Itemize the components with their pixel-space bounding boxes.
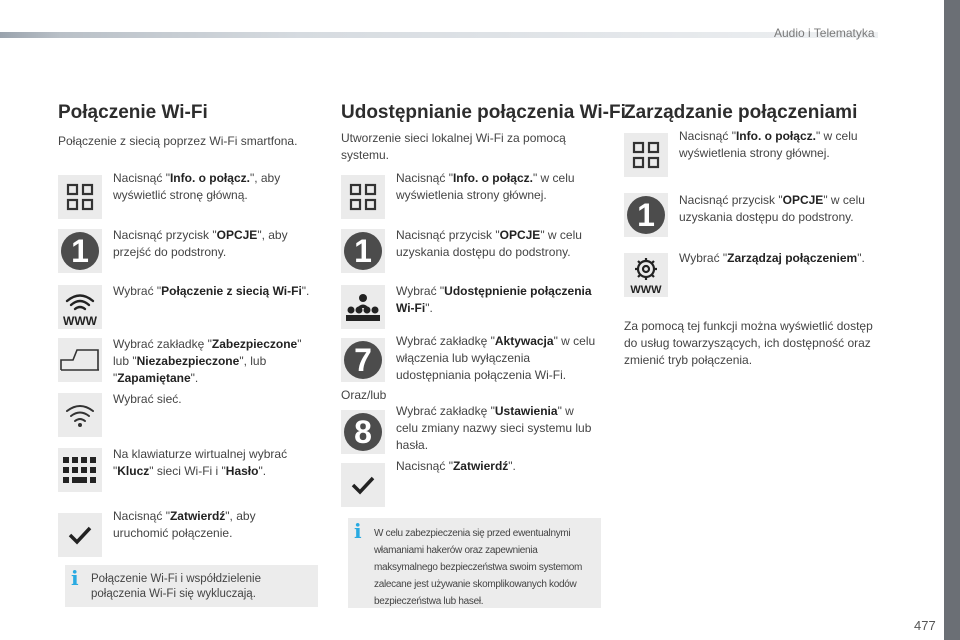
connect-grid-icon <box>624 133 668 177</box>
col3-step3: Wybrać "Zarządzaj połączeniem". <box>679 251 865 265</box>
col3-title: Zarządzanie połączeniami <box>624 102 858 123</box>
step-number-1: 1 <box>58 229 102 273</box>
col1-title: Połączenie Wi-Fi <box>58 102 208 123</box>
col2-step5: Wybrać zakładkę "Ustawienia" w celu zmiany nazwy sieci systemu lub hasła. <box>396 404 592 452</box>
info-icon: i <box>71 566 79 590</box>
info-icon: i <box>354 519 362 543</box>
wifi-icon <box>58 285 102 329</box>
checkmark-icon <box>341 463 385 507</box>
step-number-1: 1 <box>341 229 385 273</box>
page-edge-strip <box>944 0 960 640</box>
col2-step2: Nacisnąć przycisk "OPCJE" w celu uzyskania dostępu do podstrony. <box>396 228 582 259</box>
col3-step1: Nacisnąć "Info. o połącz." w celu wyświetlenia strony głównej. <box>679 129 858 160</box>
users-group-icon <box>341 285 385 329</box>
header-rule <box>0 32 878 38</box>
www-icon-label: WWW <box>630 284 662 295</box>
keyboard-icon <box>58 448 102 492</box>
col1-step7: Nacisnąć "Zatwierdź", aby uruchomić połączenie. <box>113 509 256 540</box>
col1-step5: Wybrać sieć. <box>113 392 182 406</box>
checkmark-icon <box>58 513 102 557</box>
col1-intro: Połączenie z siecią poprzez Wi-Fi smartfona. <box>58 134 298 148</box>
step-number-1: 1 <box>624 193 668 237</box>
and-or-label: Oraz/lub <box>341 388 387 402</box>
col2-step4: Wybrać zakładkę "Aktywacja" w celu włączenia lub wyłączenia udostępniania połączenia Wi-Fi. <box>396 334 596 382</box>
col1-step3: Wybrać "Połączenie z siecią Wi-Fi". <box>113 284 310 298</box>
col2-title: Udostępnianie połączenia Wi-Fi <box>341 102 626 123</box>
col3-step2: Nacisnąć przycisk "OPCJE" w celu uzyskania dostępu do podstrony. <box>679 193 865 224</box>
col1-step1: Nacisnąć "Info. o połącz.", aby wyświetlić stronę główną. <box>113 171 281 202</box>
col2-step1: Nacisnąć "Info. o połącz." w celu wyświetlenia strony głównej. <box>396 171 575 202</box>
col1-step6: Na klawiaturze wirtualnej wybrać "Klucz" sieci Wi-Fi i "Hasło". <box>113 447 288 478</box>
col2-step6: Nacisnąć "Zatwierdź". <box>396 459 516 473</box>
step-number-8: 8 <box>341 410 385 454</box>
step-number-7: 7 <box>341 338 385 382</box>
www-settings-icon <box>624 253 668 297</box>
tabs-icon <box>58 338 102 382</box>
wifi-icon-label: WWW <box>63 314 97 327</box>
section-title: Audio i Telematyka <box>774 26 875 40</box>
wifi-network-icon <box>58 393 102 437</box>
col3-paragraph: Za pomocą tej funkcji można wyświetlić dostęp do usług towarzyszących, ich dostępność oraz zmienić tryb połączenia. <box>624 319 873 367</box>
col2-intro: Utworzenie sieci lokalnej Wi-Fi za pomocą systemu. <box>341 131 566 162</box>
col1-step2: Nacisnąć przycisk "OPCJE", aby przejść do podstrony. <box>113 228 288 259</box>
page-number: 477 <box>914 618 936 633</box>
col2-step3: Wybrać "Udostępnienie połączenia Wi-Fi". <box>396 284 592 315</box>
col1-info-note: i Połączenie Wi-Fi i współdzielenie połączenia Wi-Fi się wykluczają. <box>65 565 318 607</box>
connect-grid-icon <box>341 175 385 219</box>
col1-step4: Wybrać zakładkę "Zabezpieczone" lub "Niezabezpieczone", lub "Zapamiętane". <box>113 337 302 385</box>
col2-info-note: i W celu zabezpieczenia się przed ewentualnymi włamaniami hakerów oraz zapewnienia maksymalnego bezpieczeństwa swoim systemom zalecane jest używanie skomplikowanych kodów bezpieczeństwa lub haseł. <box>348 518 601 608</box>
connect-grid-icon <box>58 175 102 219</box>
